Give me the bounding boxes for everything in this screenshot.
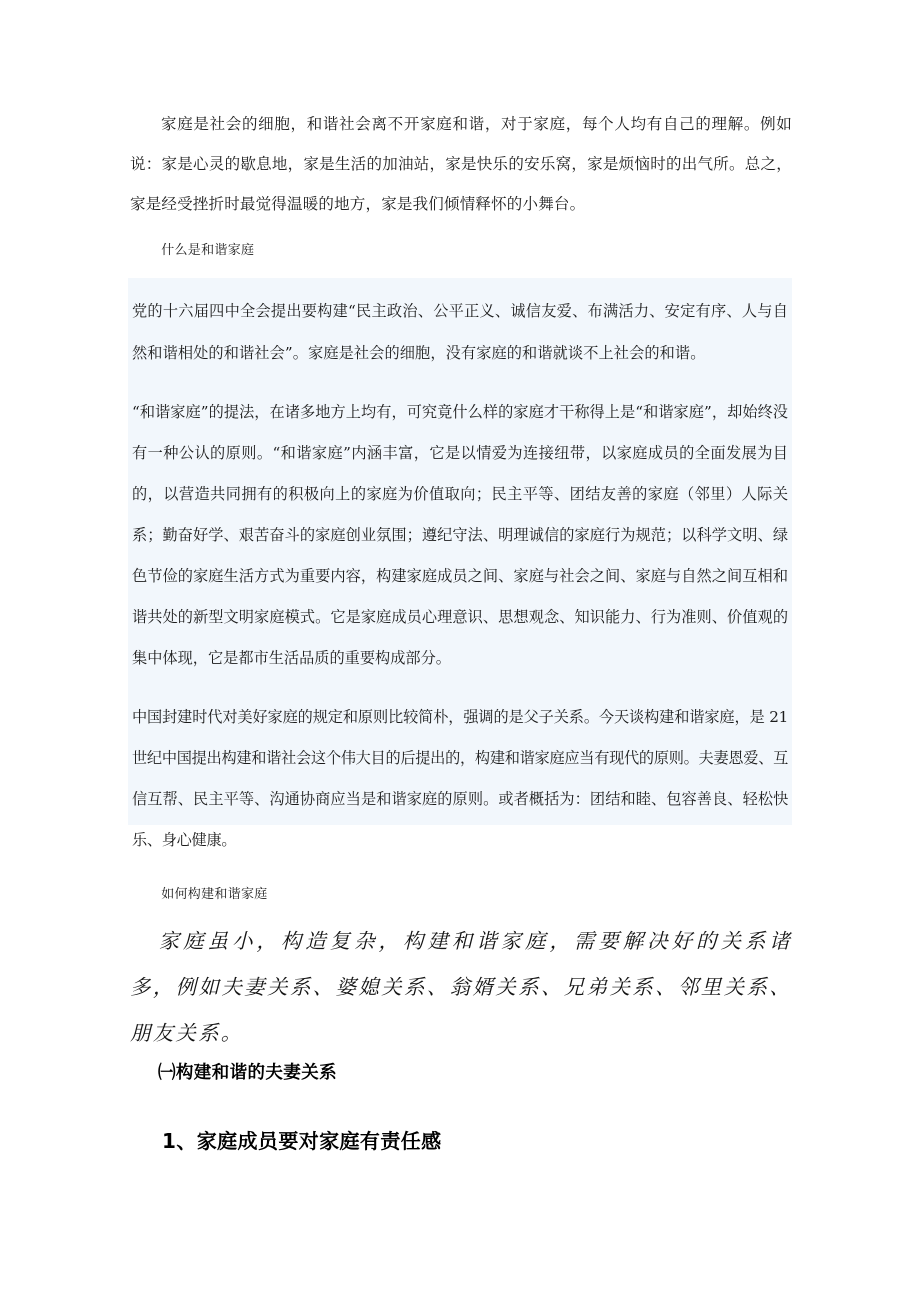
intro-paragraph: 家庭是社会的细胞，和谐社会离不开家庭和谐，对于家庭，每个人均有自己的理解。例如说：家是心灵的歇息地，家是生活的加油站，家是快乐的安乐窝，家是烦恼时的出气所。总之，家是经受挫折时最觉得温暖的地方，家是我们倾情释怀的小舞台。 xyxy=(130,115,792,213)
section-label-what-is-harmonious-family: 什么是和谐家庭 xyxy=(161,243,255,258)
highlight-paragraph-2: “和谐家庭”的提法，在诸多地方上均有，可究竟什么样的家庭才干称得上是“和谐家庭”，却始终没有一种公认的原则。“和谐家庭”内涵丰富，它是以情爱为连接纽带，以家庭成员的全面发展为目的，以营造共同拥有的积极向上的家庭为价值取向；民主平等、团结友善的家庭（邻里）人际关系；勤奋好学、艰苦奋斗的家庭创业氛围；遵纪守法、明理诚信的家庭行为规范；以科学文明、绿色节俭的家庭生活方式为重要内容，构建家庭成员之间、家庭与社会之间、家庭与自然之间互相和谐共处的新型文明家庭模式。它是家庭成员心理意识、思想观念、知识能力、行为准则、价值观的集中体现，它是都市生活品质的重要构成部分。 xyxy=(132,403,788,667)
highlight-paragraph-3: 中国封建时代对美好家庭的规定和原则比较简朴，强调的是父子关系。今天谈构建和谐家庭，是 21 世纪中国提出构建和谐社会这个伟大目的后提出的，构建和谐家庭应当有现代的原则。夫妻恩爱、互信互帮、民主平等、沟通协商应当是和谐家庭的原则。或者概括为：团结和睦、包容善良、轻松快乐、身心健康。 xyxy=(132,708,788,849)
highlighted-block xyxy=(128,278,792,849)
emphasis-paragraph: 家庭虽小，构造复杂，构建和谐家庭，需要解决好的关系诸多，例如夫妻关系、婆媳关系、翁婿关系、兄弟关系、邻里关系、朋友关系。 xyxy=(130,929,792,1045)
highlight-paragraph-1: 党的十六届四中全会提出要构建“民主政治、公平正义、诚信友爱、布满活力、安定有序、人与自然和谐相处的和谐社会”。家庭是社会的细胞，没有家庭的和谐就谈不上社会的和谐。 xyxy=(132,302,788,362)
heading-subsection-spousal-relationship: ㈠构建和谐的夫妻关系 xyxy=(158,1063,337,1083)
intro-section xyxy=(130,104,792,224)
section-label-how-to-build-harmonious-family: 如何构建和谐家庭 xyxy=(161,887,268,902)
heading-item-family-responsibility: 1、家庭成员要对家庭有责任感 xyxy=(162,1129,442,1153)
